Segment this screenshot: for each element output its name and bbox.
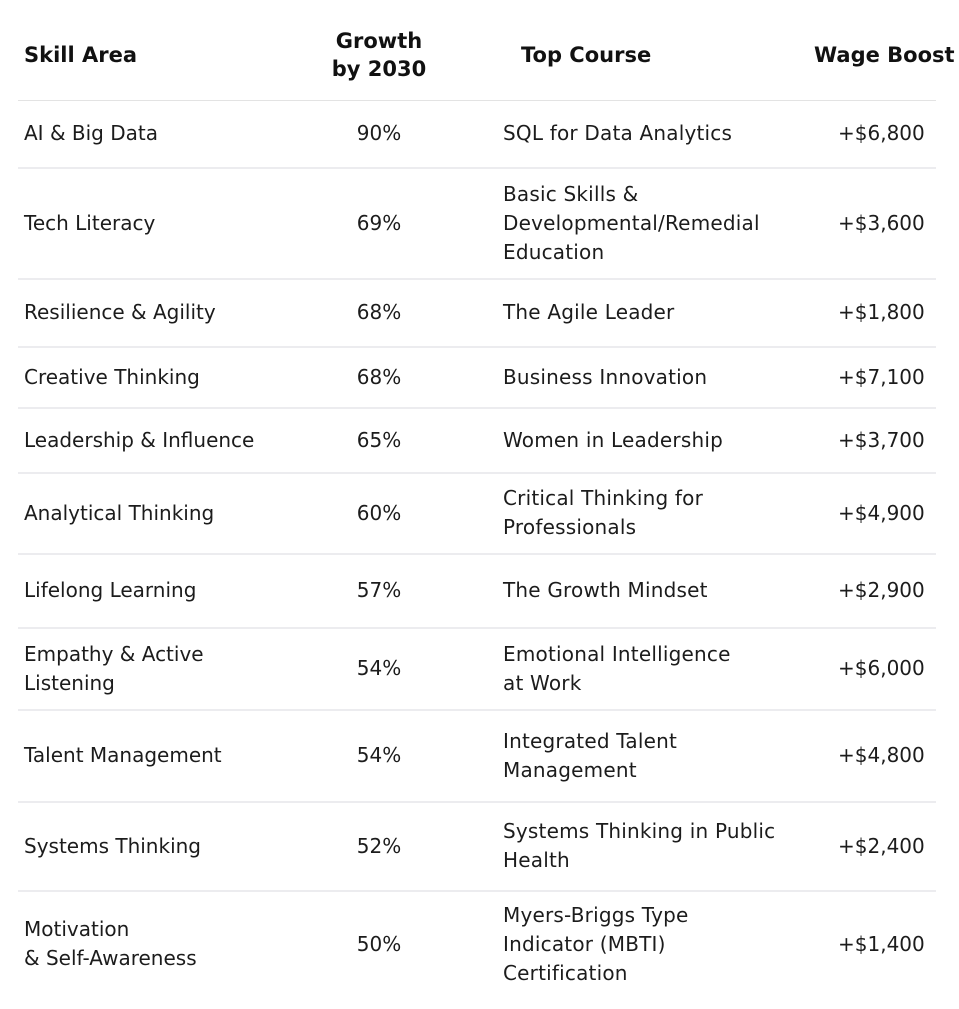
skill-cell: Empathy & Active Listening: [24, 641, 204, 695]
skill-cell: Analytical Thinking: [24, 500, 215, 525]
skill-cell: Tech Literacy: [24, 210, 156, 235]
table-row: [18, 554, 936, 628]
growth-cell: 69%: [356, 210, 402, 235]
wage-cell: +$1,800: [838, 300, 925, 324]
wage-cell: +$3,700: [838, 427, 925, 452]
course-cell: Myers-Briggs Type Indicator (MBTI) Certification: [503, 902, 689, 985]
wage-cell: +$1,400: [838, 931, 925, 956]
skill-cell: Motivation & Self-Awareness: [24, 917, 197, 970]
table-row: [18, 347, 936, 408]
growth-cell: 60%: [356, 500, 402, 525]
table-row: [18, 168, 936, 279]
growth-cell: 68%: [356, 364, 402, 389]
table-row: [18, 408, 936, 473]
course-cell: Basic Skills & Developmental/Remedial Education: [503, 181, 760, 264]
course-cell: Systems Thinking in Public Health: [503, 819, 776, 872]
course-cell: Women in Leadership: [503, 427, 723, 452]
wage-cell: +$4,900: [838, 500, 925, 525]
wage-cell: +$2,900: [838, 578, 925, 602]
skill-cell: Systems Thinking: [24, 833, 201, 858]
wage-cell: +$7,100: [838, 364, 925, 389]
wage-cell: +$6,800: [838, 121, 925, 146]
table-row: [18, 279, 936, 347]
skill-cell: Leadership & Influence: [24, 427, 255, 452]
skill-cell: Resilience & Agility: [24, 300, 216, 324]
growth-cell: 52%: [356, 833, 402, 858]
skill-cell: Talent Management: [24, 743, 222, 767]
table-header-row: [18, 10, 936, 101]
course-cell: Business Innovation: [503, 364, 708, 389]
wage-cell: +$3,600: [838, 210, 925, 235]
growth-cell: 65%: [356, 427, 402, 452]
table-row: [18, 802, 936, 891]
skill-cell: AI & Big Data: [24, 121, 158, 146]
growth-cell: 54%: [356, 743, 402, 767]
wage-cell: +$6,000: [838, 656, 925, 680]
wage-cell: +$2,400: [838, 833, 925, 858]
course-cell: The Agile Leader: [503, 300, 675, 324]
growth-cell: 68%: [356, 300, 402, 324]
header-wage-boost: Wage Boost: [814, 43, 955, 67]
growth-cell: 50%: [356, 931, 402, 956]
header-skill-area: Skill Area: [24, 43, 138, 67]
course-cell: Critical Thinking for Professionals: [503, 486, 704, 539]
growth-cell: 54%: [356, 656, 402, 680]
skill-cell: Creative Thinking: [24, 364, 200, 389]
table-row: [18, 628, 936, 710]
growth-cell: 57%: [356, 578, 402, 602]
course-cell: Integrated Talent Management: [503, 728, 678, 782]
table-row: [18, 710, 936, 802]
table-row: [18, 891, 936, 997]
skills-table: [18, 10, 955, 997]
course-cell: SQL for Data Analytics: [503, 121, 733, 146]
table-row: [18, 473, 936, 554]
course-cell: The Growth Mindset: [503, 578, 708, 602]
skill-cell: Lifelong Learning: [24, 578, 197, 602]
header-top-course: Top Course: [521, 43, 652, 67]
header-growth: Growth by 2030: [331, 29, 427, 81]
table-row: [18, 101, 936, 168]
wage-cell: +$4,800: [838, 743, 925, 767]
growth-cell: 90%: [356, 121, 402, 146]
course-cell: Emotional Intelligence at Work: [503, 641, 731, 695]
